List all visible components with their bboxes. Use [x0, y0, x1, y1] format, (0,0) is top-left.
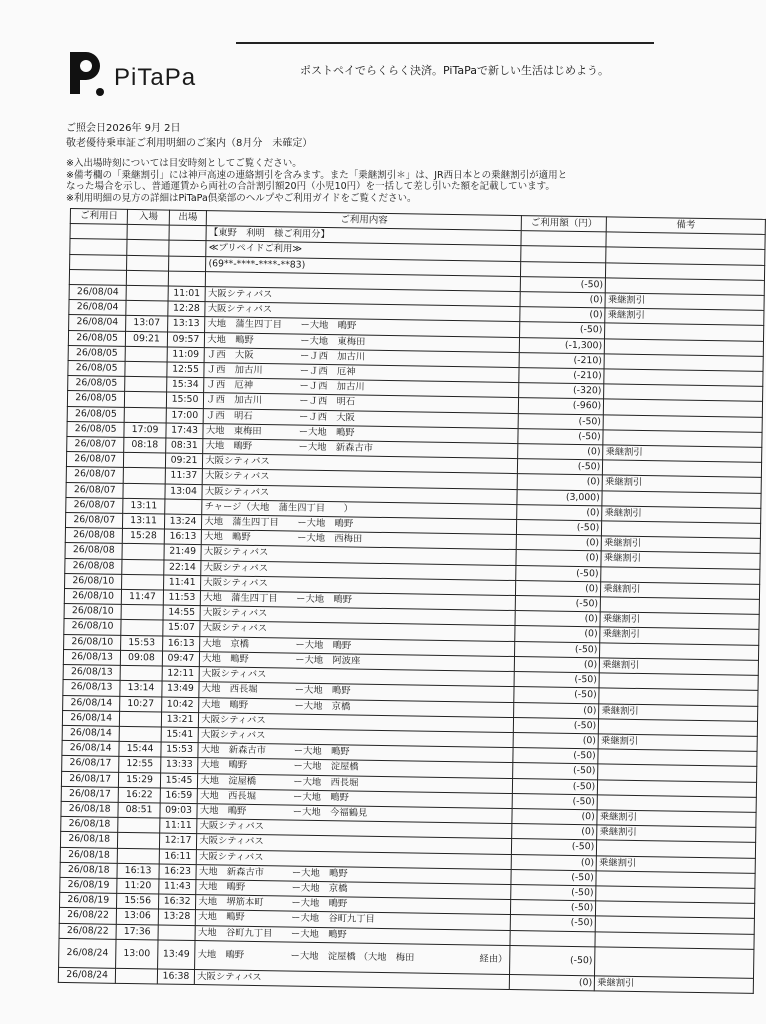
usage-remark: 乗継割引: [601, 536, 760, 554]
exit-time: 13:13: [167, 316, 205, 332]
entry-time: 08:51: [118, 802, 160, 818]
note-line: ※備考欄の「乗継割引」には神戸高速の連絡割引を含みます。また「乗継割引＊」は、JR西日本との乗継割引が適用と: [66, 169, 568, 181]
note-line: ※利用明細の見方の詳細はPiTaPa倶楽部のヘルプやご利用ガイドをご覧ください。: [66, 192, 417, 204]
usage-amount: (0): [517, 504, 602, 521]
entry-time: [127, 270, 169, 286]
usage-table: [58, 208, 766, 994]
usage-amount: (-50): [517, 520, 602, 537]
usage-amount: (3,000): [517, 489, 602, 506]
usage-description: 大地 蒲生四丁目 ー大地 鴫野: [201, 591, 516, 611]
usage-date: 26/08/14: [62, 741, 120, 757]
usage-amount: (-50): [518, 413, 603, 430]
usage-amount: (0): [516, 580, 601, 597]
entry-time: [126, 285, 168, 301]
entry-time: 08:18: [124, 437, 166, 453]
usage-description: 大阪シティバス: [200, 606, 515, 626]
exit-time: [164, 499, 202, 515]
usage-description: 大地 鴫野 ー大地 西梅田: [202, 530, 517, 550]
usage-amount: (0): [518, 444, 603, 461]
usage-amount: (0): [520, 292, 605, 309]
entry-time: [121, 605, 163, 621]
entry-time: 11:20: [117, 878, 159, 894]
usage-date: 26/08/08: [65, 558, 123, 574]
usage-amount: (0): [516, 535, 601, 552]
col-header-remarks: 備考: [606, 217, 765, 235]
slogan: ポストペイでらくらく決済。PiTaPaで新しい生活はじめよう。: [300, 64, 609, 77]
exit-time: 11:41: [163, 575, 201, 591]
usage-description: 大地 堺筋本町 ー大地 鴫野: [196, 895, 511, 915]
usage-description: 大地 西長堀 ー大地 鴫野: [198, 788, 513, 808]
entry-time: [125, 392, 167, 408]
exit-time: 15:50: [166, 392, 204, 408]
usage-date: 26/08/05: [67, 391, 125, 407]
entry-time: 13:11: [123, 498, 165, 514]
usage-description: 大阪シティバス: [195, 969, 510, 989]
exit-time: [158, 925, 196, 941]
entry-time: [124, 407, 166, 423]
usage-date: 26/08/17: [61, 771, 119, 787]
usage-date: 26/08/13: [63, 665, 121, 681]
usage-remark: 乗継割引: [601, 551, 760, 569]
exit-time: 09:21: [165, 453, 203, 469]
usage-date: 26/08/07: [65, 513, 123, 529]
usage-remark: 乗継割引: [600, 658, 759, 676]
usage-remark: 乗継割引: [598, 734, 757, 752]
usage-description: 大阪シティバス: [197, 834, 512, 854]
usage-amount: (0): [515, 626, 600, 643]
usage-description: 大地 鴫野 ー大地 阿波座: [200, 651, 515, 671]
usage-description: 大地 新森古市 ー大地 鴫野: [198, 743, 513, 763]
exit-time: 16:59: [160, 788, 198, 804]
exit-time: 14:55: [163, 605, 201, 621]
usage-date: 26/08/10: [64, 634, 122, 650]
usage-date: 26/08/17: [61, 786, 119, 802]
usage-amount: (-210): [519, 352, 604, 369]
usage-date: 26/08/13: [63, 680, 121, 696]
usage-date: 26/08/08: [65, 528, 123, 544]
exit-time: 08:31: [165, 438, 203, 454]
notes: [66, 158, 666, 204]
usage-date: 26/08/19: [60, 877, 118, 893]
usage-description: 大阪シティバス: [203, 454, 518, 474]
usage-remark: 乗継割引: [605, 293, 764, 311]
entry-time: [122, 559, 164, 575]
usage-date: [69, 269, 127, 285]
usage-amount: (-960): [518, 398, 603, 415]
header-rule: [236, 42, 654, 44]
entry-time: [122, 574, 164, 590]
usage-date: 26/08/07: [66, 452, 124, 468]
exit-time: 16:13: [162, 636, 200, 652]
col-header-date: ご利用日: [70, 209, 128, 225]
usage-description: 大地 鴫野 ー大地 京橋: [196, 880, 511, 900]
usage-description: 大地 東梅田 ー大地 鴫野: [203, 423, 518, 443]
usage-date: 26/08/18: [60, 832, 118, 848]
usage-description: 大阪シティバス: [205, 287, 520, 307]
usage-description: 大阪シティバス: [201, 545, 516, 565]
exit-time: 16:11: [159, 849, 197, 865]
usage-description: チャージ（大地 蒲生四丁目 ）: [202, 499, 517, 519]
usage-description: 大阪シティバス: [202, 484, 517, 504]
exit-time: 13:49: [157, 940, 195, 970]
entry-time: [125, 346, 167, 362]
entry-time: 15:53: [121, 635, 163, 651]
usage-description: 大阪シティバス: [201, 575, 516, 595]
exit-time: 11:43: [158, 879, 196, 895]
usage-description: 大地 鴫野 ー大地 新森古市: [203, 439, 518, 459]
exit-time: 15:41: [161, 727, 199, 743]
usage-remark: 乗継割引: [599, 703, 758, 721]
entry-time: 15:44: [119, 741, 161, 757]
usage-description: 大地 蒲生四丁目 ー大地 鴫野: [202, 515, 517, 535]
entry-time: 15:56: [117, 893, 159, 909]
exit-time: 13:33: [160, 757, 198, 773]
usage-amount: (-320): [519, 383, 604, 400]
usage-date: 26/08/14: [62, 725, 120, 741]
card-number: (69**-****-****-**83): [206, 256, 521, 276]
note-line: なった場合を示し、普通運賃から両社の合計割引額20円（小児10円）を一括して差し引いた額を記載しています。: [66, 181, 555, 192]
exit-time: 15:34: [166, 377, 204, 393]
entry-time: [118, 817, 160, 833]
usage-date: 26/08/07: [66, 467, 124, 483]
usage-date: 26/08/18: [61, 801, 119, 817]
exit-time: 13:21: [161, 712, 199, 728]
usage-amount: (-210): [519, 368, 604, 385]
exit-time: 21:49: [164, 544, 202, 560]
usage-remark: 乗継割引: [597, 825, 756, 843]
usage-amount: (-50): [511, 884, 596, 901]
usage-description: 大阪シティバス: [197, 819, 512, 839]
usage-amount: (-50): [511, 869, 596, 886]
usage-date: 26/08/17: [62, 756, 120, 772]
usage-description: 大阪シティバス: [200, 621, 515, 641]
usage-amount: (-50): [512, 778, 597, 795]
exit-time: 12:17: [159, 833, 197, 849]
usage-amount: (0): [514, 702, 599, 719]
entry-time: [118, 848, 160, 864]
usage-amount: (0): [514, 656, 599, 673]
usage-date: 26/08/05: [67, 421, 125, 437]
usage-amount: (-50): [511, 900, 596, 917]
exit-time: 16:13: [164, 529, 202, 545]
usage-amount: (0): [520, 307, 605, 324]
exit-time: 10:42: [161, 696, 199, 712]
usage-amount: (-1,300): [519, 337, 604, 354]
usage-description: 大阪シティバス: [198, 727, 513, 747]
usage-description: 大地 谷町九丁目 ー大地 鴫野: [195, 925, 510, 945]
entry-time: [119, 726, 161, 742]
usage-amount: (0): [515, 611, 600, 628]
entry-time: [118, 833, 160, 849]
inquiry-date: ご照会日2026年 9月 2日: [66, 123, 181, 134]
usage-amount: (-50): [513, 748, 598, 765]
usage-date: 26/08/07: [66, 497, 124, 513]
usage-description: 大阪シティバス: [205, 302, 520, 322]
exit-time: 15:07: [163, 620, 201, 636]
usage-remark: 乗継割引: [601, 582, 760, 600]
exit-time: 11:53: [163, 590, 201, 606]
usage-date: 26/08/05: [68, 345, 126, 361]
pitapa-logo: [66, 48, 226, 98]
usage-description: Ｊ西 加古川 ーＪ西 厄神: [204, 363, 519, 383]
exit-time: 16:38: [157, 969, 195, 985]
usage-date: 26/08/04: [69, 285, 127, 301]
exit-time: 13:49: [162, 681, 200, 697]
usage-amount: (-50): [518, 428, 603, 445]
usage-date: 26/08/24: [58, 967, 116, 983]
usage-description: 大地 淀屋橋 ー大地 西長堀: [198, 773, 513, 793]
usage-amount: (-50): [514, 672, 599, 689]
exit-time: 12:28: [168, 301, 206, 317]
exit-time: 09:57: [167, 332, 205, 348]
usage-date: 26/08/05: [68, 361, 126, 377]
usage-date: 26/08/13: [63, 649, 121, 665]
usage-amount: (-50): [515, 641, 600, 658]
col-header-amount: ご利用額（円）: [521, 216, 606, 233]
usage-date: 26/08/04: [69, 300, 127, 316]
exit-time: 17:00: [166, 408, 204, 424]
card-holder-name: 【東野 利明 様ご利用分】: [206, 226, 521, 246]
entry-time: 13:07: [126, 316, 168, 332]
usage-date: 26/08/05: [68, 376, 126, 392]
usage-description: 大地 鴫野 ー大地 東梅田: [205, 332, 520, 352]
usage-amount: (-50): [513, 763, 598, 780]
usage-description: Ｊ西 明石 ーＪ西 大阪: [203, 408, 518, 428]
exit-time: 13:04: [165, 484, 203, 500]
entry-time: 13:11: [123, 513, 165, 529]
usage-date: 26/08/18: [61, 817, 119, 833]
col-header-out: 出場: [169, 210, 207, 226]
usage-date: 26/08/18: [60, 862, 118, 878]
entry-time: 16:22: [118, 787, 160, 803]
usage-description: Ｊ西 厄神 ーＪ西 加古川: [204, 378, 519, 398]
exit-time: 17:43: [166, 423, 204, 439]
exit-time: 16:32: [158, 894, 196, 910]
usage-date: 26/08/18: [60, 847, 118, 863]
usage-date: 26/08/24: [59, 938, 117, 968]
usage-date: 26/08/05: [68, 330, 126, 346]
entry-time: 15:29: [119, 772, 161, 788]
usage-remark: 乗継割引: [602, 506, 761, 524]
usage-description: 大阪シティバス: [201, 560, 516, 580]
usage-amount: [510, 930, 595, 947]
entry-time: 15:28: [123, 529, 165, 545]
exit-time: 15:45: [160, 773, 198, 789]
usage-date: 26/08/10: [64, 589, 122, 605]
usage-amount: (0): [513, 732, 598, 749]
usage-date: 26/08/10: [65, 573, 123, 589]
usage-description: 大阪シティバス: [199, 667, 514, 687]
usage-amount: (0): [509, 974, 594, 991]
exit-time: 12:11: [162, 666, 200, 682]
usage-description: Ｊ西 加古川 ーＪ西 明石: [204, 393, 519, 413]
entry-time: [126, 301, 168, 317]
usage-description: 大地 京橋 ー大地 鴫野: [200, 636, 515, 656]
exit-time: 09:47: [162, 651, 200, 667]
usage-description: 大地 鴫野 ー大地 淀屋橋 （大地 梅田 経由）: [195, 940, 510, 974]
usage-remark: 乗継割引: [596, 855, 755, 873]
usage-remark: [595, 947, 754, 978]
usage-amount: (-50): [520, 276, 605, 293]
usage-amount: (0): [511, 854, 596, 871]
entry-time: 17:09: [124, 422, 166, 438]
usage-date: 26/08/14: [63, 695, 121, 711]
entry-time: 12:55: [119, 757, 161, 773]
usage-date: 26/08/07: [67, 437, 125, 453]
logo-text: PiTaPa: [114, 64, 197, 91]
usage-remark: 乗継割引: [600, 627, 759, 645]
usage-description: 大阪シティバス: [197, 849, 512, 869]
usage-date: 26/08/05: [67, 406, 125, 422]
exit-time: 13:24: [164, 514, 202, 530]
usage-description: 大地 蒲生四丁目 ー大地 鴫野: [205, 317, 520, 337]
pitapa-p-icon: [66, 48, 108, 98]
usage-description: 大地 鴫野 ー大地 今福鶴見: [197, 803, 512, 823]
usage-remark: 乗継割引: [600, 612, 759, 630]
entry-time: [116, 968, 158, 984]
exit-time: 11:11: [159, 818, 197, 834]
entry-time: 17:36: [116, 924, 158, 940]
exit-time: 11:09: [167, 347, 205, 363]
usage-date: 26/08/22: [59, 908, 117, 924]
usage-amount: (-50): [517, 459, 602, 476]
usage-description: 大地 鴫野 ー大地 谷町九丁目: [196, 910, 511, 930]
usage-description: 大地 鴫野 ー大地 京橋: [199, 697, 514, 717]
usage-date: 26/08/19: [60, 893, 118, 909]
table-body: [58, 224, 765, 994]
usage-description: 大地 新森古市 ー大地 鴫野: [196, 864, 511, 884]
statement-title: 敬老優待乗車証ご利用明細のご案内（8月分 未確定）: [66, 138, 313, 149]
entry-time: 13:14: [120, 681, 162, 697]
exit-time: 16:23: [159, 864, 197, 880]
usage-amount: (0): [517, 474, 602, 491]
usage-remark: 乗継割引: [605, 308, 764, 326]
usage-date: 26/08/22: [59, 923, 117, 939]
usage-amount: (-50): [513, 717, 598, 734]
usage-remark: 乗継割引: [602, 475, 761, 493]
usage-description: Ｊ西 大阪 ーＪ西 加古川: [204, 347, 519, 367]
usage-amount: (-50): [510, 945, 596, 975]
exit-time: 13:28: [158, 909, 196, 925]
col-header-description: ご利用内容: [207, 211, 522, 231]
exit-time: 11:01: [168, 286, 206, 302]
usage-description: 大阪シティバス: [203, 469, 518, 489]
exit-time: 12:55: [167, 362, 205, 378]
entry-time: 09:08: [121, 650, 163, 666]
entry-time: 10:27: [120, 696, 162, 712]
entry-time: 09:21: [126, 331, 168, 347]
entry-time: 13:00: [116, 939, 158, 969]
entry-time: 11:47: [122, 589, 164, 605]
usage-remark: 乗継割引: [595, 976, 754, 994]
usage-description: 大地 西長堀 ー大地 鴫野: [199, 682, 514, 702]
usage-date: 26/08/04: [69, 315, 127, 331]
exit-time: 22:14: [163, 560, 201, 576]
usage-amount: (-50): [520, 322, 605, 339]
usage-amount: (0): [512, 824, 597, 841]
usage-amount: (-50): [515, 596, 600, 613]
usage-description: 大地 鴫野 ー大地 淀屋橋: [198, 758, 513, 778]
usage-amount: (-50): [510, 915, 595, 932]
usage-date: 26/08/07: [66, 482, 124, 498]
entry-time: [120, 711, 162, 727]
exit-time: 15:53: [161, 742, 199, 758]
usage-amount: (-50): [512, 839, 597, 856]
entry-time: [125, 361, 167, 377]
note-line: ※入出場時刻については目安時刻としてご覧ください。: [66, 158, 302, 169]
usage-date: 26/08/14: [62, 710, 120, 726]
usage-amount: (-50): [516, 565, 601, 582]
entry-time: [121, 620, 163, 636]
entry-time: [120, 665, 162, 681]
usage-date: 26/08/10: [64, 619, 122, 635]
usage-date: 26/08/08: [65, 543, 123, 559]
col-header-in: 入場: [128, 209, 170, 225]
usage-amount: (-50): [514, 687, 599, 704]
entry-time: [124, 453, 166, 469]
usage-amount: (-50): [512, 793, 597, 810]
usage-date: 26/08/10: [64, 604, 122, 620]
exit-time: [168, 271, 206, 287]
usage-amount: (0): [516, 550, 601, 567]
entry-time: [123, 483, 165, 499]
entry-time: [124, 468, 166, 484]
usage-remark: 乗継割引: [597, 810, 756, 828]
usage-amount: (0): [512, 808, 597, 825]
entry-time: [122, 544, 164, 560]
exit-time: 11:37: [165, 468, 203, 484]
entry-time: 16:13: [117, 863, 159, 879]
exit-time: 09:03: [160, 803, 198, 819]
usage-description: 大阪シティバス: [199, 712, 514, 732]
entry-time: 13:06: [117, 909, 159, 925]
usage-remark: 乗継割引: [603, 445, 762, 463]
entry-time: [125, 377, 167, 393]
prepaid-label: ≪プリペイドご利用≫: [206, 241, 521, 261]
